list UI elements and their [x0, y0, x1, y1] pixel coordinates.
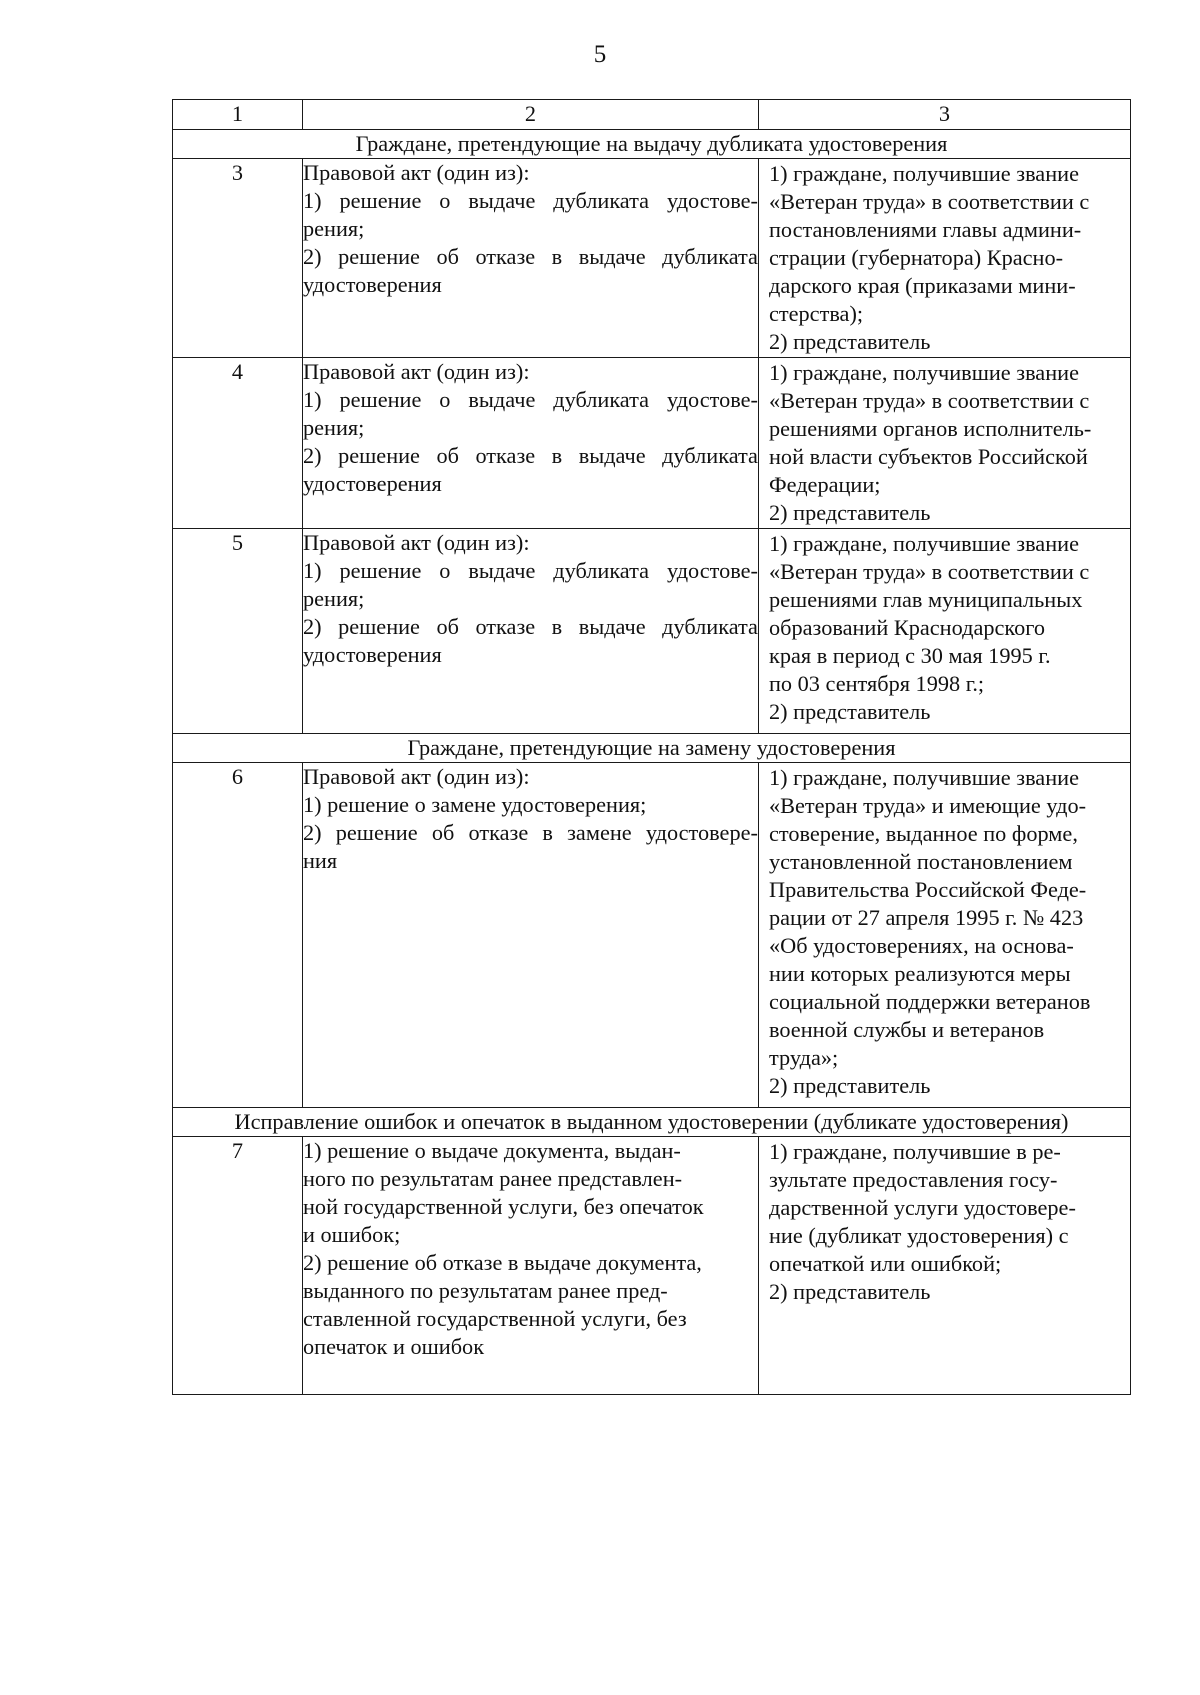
legal-act-cell — [303, 529, 759, 734]
row-number: 3 — [173, 159, 303, 358]
text-line: 2) представитель — [769, 1279, 931, 1304]
recipients-cell — [759, 159, 1131, 358]
header-cell-3: 3 — [759, 100, 1131, 130]
text-line: выданного по результатам ранее пред- — [303, 1278, 668, 1303]
text-line: 2) решение об отказе в выдаче дубликата — [303, 443, 758, 468]
text-line: «Об удостоверениях, на основа- — [769, 933, 1074, 958]
section-header-row — [173, 130, 1131, 159]
text-line: 1) решение о выдаче дубликата удостове- — [303, 387, 758, 412]
text-line: решениями органов исполнитель- — [769, 416, 1092, 441]
text-line: 2) представитель — [769, 699, 931, 724]
text-line: удостоверения — [303, 272, 442, 297]
text-line: 1) граждане, получившие звание — [769, 765, 1079, 790]
text-line: «Ветеран труда» в соответствии с — [769, 559, 1090, 584]
row-number: 5 — [173, 529, 303, 734]
text-line: 2) решение об отказе в выдаче дубликата — [303, 244, 758, 269]
text-line: труда»; — [769, 1045, 839, 1070]
text-line: ставленной государственной услуги, без — [303, 1306, 687, 1331]
recipients-cell — [759, 358, 1131, 529]
text-line: 2) представитель — [769, 500, 931, 525]
text-line: и ошибок; — [303, 1222, 401, 1247]
table-row — [173, 358, 1131, 529]
section-title: Граждане, претендующие на замену удостоверения — [173, 734, 1131, 763]
text-line: 1) граждане, получившие звание — [769, 531, 1079, 556]
text-line: Федерации; — [769, 472, 881, 497]
text-line: Правительства Российской Феде- — [769, 877, 1087, 902]
text-line: дарского края (приказами мини- — [769, 273, 1076, 298]
text-line: решениями глав муниципальных — [769, 587, 1083, 612]
text-line: страции (губернатора) Красно- — [769, 245, 1064, 270]
text-line: ного по результатам ранее представлен- — [303, 1166, 683, 1191]
recipients-cell — [759, 529, 1131, 734]
text-line: по 03 сентября 1998 г.; — [769, 671, 985, 696]
text-line: ной власти субъектов Российской — [769, 444, 1088, 469]
text-line: 1) решение о замене удостоверения; — [303, 792, 647, 817]
services-table — [172, 99, 1131, 1395]
text-line: 1) решение о выдаче документа, выдан- — [303, 1138, 681, 1163]
legal-act-cell — [303, 763, 759, 1108]
text-line: 1) граждане, получившие звание — [769, 360, 1079, 385]
text-line: 2) представитель — [769, 329, 931, 354]
text-line: 1) граждане, получившие звание — [769, 161, 1079, 186]
row-number: 4 — [173, 358, 303, 529]
table-row — [173, 529, 1131, 734]
header-cell-2: 2 — [303, 100, 759, 130]
row-number: 6 — [173, 763, 303, 1108]
section-title: Граждане, претендующие на выдачу дубликата удостоверения — [173, 130, 1131, 159]
recipients-cell — [759, 1137, 1131, 1395]
section-title: Исправление ошибок и опечаток в выданном удостоверении (дубликате удостоверения) — [173, 1108, 1131, 1137]
text-line: постановлениями главы админи- — [769, 217, 1082, 242]
text-line: социальной поддержки ветеранов — [769, 989, 1091, 1014]
section-header-row — [173, 734, 1131, 763]
text-line: 2) решение об отказе в выдаче документа, — [303, 1250, 702, 1275]
text-line: Правовой акт (один из): — [303, 764, 530, 789]
table-row — [173, 763, 1131, 1108]
text-line: 2) решение об отказе в замене удостовере- — [303, 820, 758, 845]
text-line: 1) граждане, получившие в ре- — [769, 1139, 1061, 1164]
legal-act-cell — [303, 1137, 759, 1395]
row-number: 7 — [173, 1137, 303, 1395]
text-line: 1) решение о выдаче дубликата удостове- — [303, 188, 758, 213]
text-line: рения; — [303, 415, 365, 440]
text-line: стерства); — [769, 301, 864, 326]
section-header-row — [173, 1108, 1131, 1137]
text-line: опечаток и ошибок — [303, 1334, 485, 1359]
text-line: рения; — [303, 586, 365, 611]
text-line: рации от 27 апреля 1995 г. № 423 — [769, 905, 1084, 930]
text-line: военной службы и ветеранов — [769, 1017, 1045, 1042]
text-line: «Ветеран труда» в соответствии с — [769, 388, 1090, 413]
text-line: «Ветеран труда» и имеющие удо- — [769, 793, 1087, 818]
table-row — [173, 159, 1131, 358]
text-line: ной государственной услуги, без опечаток — [303, 1194, 704, 1219]
text-line: опечаткой или ошибкой; — [769, 1251, 1002, 1276]
text-line: удостоверения — [303, 642, 442, 667]
legal-act-cell — [303, 358, 759, 529]
text-line: ние (дубликат удостоверения) с — [769, 1223, 1069, 1248]
legal-act-cell — [303, 159, 759, 358]
page-number: 5 — [593, 41, 607, 68]
text-line: зультате предоставления госу- — [769, 1167, 1058, 1192]
text-line: Правовой акт (один из): — [303, 359, 530, 384]
text-line: рения; — [303, 216, 365, 241]
header-cell-1: 1 — [173, 100, 303, 130]
recipients-cell — [759, 763, 1131, 1108]
text-line: Правовой акт (один из): — [303, 160, 530, 185]
text-line: образований Краснодарского — [769, 615, 1045, 640]
table-header-row — [173, 100, 1131, 130]
text-line: дарственной услуги удостовере- — [769, 1195, 1076, 1220]
text-line: края в период с 30 мая 1995 г. — [769, 643, 1051, 668]
text-line: установленной постановлением — [769, 849, 1073, 874]
text-line: 1) решение о выдаче дубликата удостове- — [303, 558, 758, 583]
text-line: Правовой акт (один из): — [303, 530, 530, 555]
text-line: 2) представитель — [769, 1073, 931, 1098]
text-line: стоверение, выданное по форме, — [769, 821, 1078, 846]
table-row — [173, 1137, 1131, 1395]
text-line: ния — [303, 848, 338, 873]
text-line: 2) решение об отказе в выдаче дубликата — [303, 614, 758, 639]
text-line: удостоверения — [303, 471, 442, 496]
text-line: нии которых реализуются меры — [769, 961, 1071, 986]
text-line: «Ветеран труда» в соответствии с — [769, 189, 1090, 214]
